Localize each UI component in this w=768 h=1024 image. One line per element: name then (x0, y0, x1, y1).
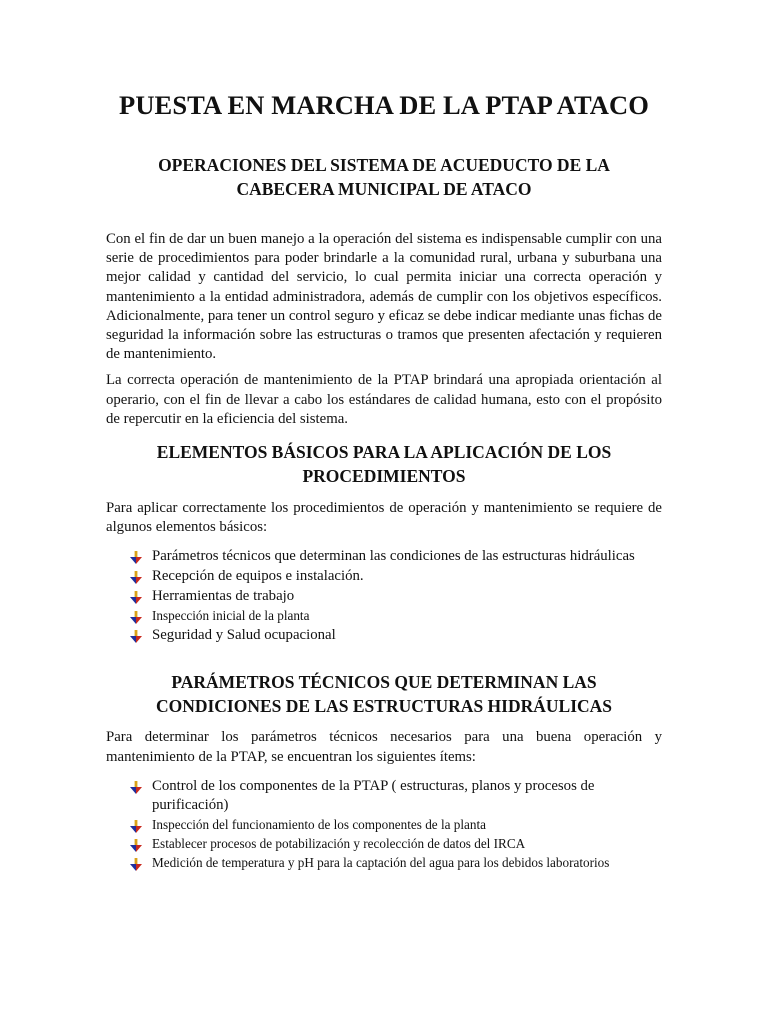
arrow-bullet-icon (130, 551, 142, 564)
list-item (130, 587, 662, 607)
list-item (130, 816, 662, 835)
paragraph-operaciones-2: La correcta operación de mantenimiento de la PTAP brindará una apropiada orientación al operario, con el fin de llevar a cabo los estándares de calidad humana, esto con el propósito de repercutir en la eficiencia del sistema. (106, 372, 662, 427)
section-heading-elementos (106, 440, 662, 488)
paragraph-operaciones-1: Con el fin de dar un buen manejo a la operación del sistema es indispensable cumplir con una serie de procedimientos para poder brindarle a la comunidad rural, urbana y suburbana una mejor calidad y cantidad del servicio, lo cual permita iniciar una correcta operación y mantenimiento a la entidad administradora, además de cumplir con los objetivos específicos. Adicionalmente, para tener un control seguro y eficaz se debe indicar mediante unas fichas de seguridad la información sobre las estructuras o tramos que presenten afectación y requieren de mantenimiento. (106, 231, 662, 363)
arrow-bullet-icon (130, 858, 142, 871)
section-heading-parametros (106, 670, 662, 718)
arrow-bullet-icon (130, 781, 142, 794)
list-item (130, 567, 662, 587)
heading-line: OPERACIONES DEL SISTEMA DE ACUEDUCTO DE LA (158, 155, 610, 175)
paragraph-parametros-intro: Para determinar los parámetros técnicos necesarios para una buena operación y mantenimiento de la PTAP, se encuentran los siguientes ítems: (106, 729, 662, 765)
list-item-text: Recepción de equipos e instalación. (152, 568, 364, 585)
arrow-bullet-icon (130, 630, 142, 643)
list-item-text: Herramientas de trabajo (152, 587, 295, 604)
parametros-list (106, 777, 662, 873)
arrow-bullet-icon (130, 820, 142, 833)
list-item (130, 835, 662, 854)
arrow-bullet-icon (130, 591, 142, 604)
list-item-text: Control de los componentes de la PTAP ( estructuras, planos y procesos de purificación) (152, 777, 595, 814)
list-item-text: Medición de temperatura y pH para la captación del agua para los debidos laboratorios (152, 854, 610, 870)
list-item-text: Parámetros técnicos que determinan las condiciones de las estructuras hidráulicas (152, 548, 635, 565)
elementos-list (106, 547, 662, 645)
list-item (130, 606, 662, 626)
section-heading-operaciones (106, 153, 662, 201)
list-item (130, 854, 662, 873)
arrow-bullet-icon (130, 610, 142, 623)
list-item-text: Establecer procesos de potabilización y recolección de datos del IRCA (152, 835, 526, 851)
list-item (130, 626, 662, 646)
list-item-text: Seguridad y Salud ocupacional (152, 626, 336, 643)
heading-line: PARÁMETROS TÉCNICOS QUE DETERMINAN LAS (171, 672, 597, 693)
heading-line: ELEMENTOS BÁSICOS PARA LA APLICACIÓN DE LOS (156, 442, 612, 463)
paragraph-elementos-intro: Para aplicar correctamente los procedimientos de operación y mantenimiento se requiere de algunos elementos básicos: (106, 500, 662, 536)
list-item-text: Inspección del funcionamiento de los componentes de la planta (152, 817, 486, 832)
list-item (130, 547, 662, 567)
heading-line: PROCEDIMIENTOS (302, 466, 466, 487)
list-item-text: Inspección inicial de la planta (152, 608, 310, 624)
arrow-bullet-icon (130, 571, 142, 584)
heading-line: CABECERA MUNICIPAL DE ATACO (236, 179, 532, 199)
arrow-bullet-icon (130, 839, 142, 852)
heading-line: CONDICIONES DE LAS ESTRUCTURAS HIDRÁULICAS (155, 696, 613, 717)
list-item (130, 777, 662, 816)
document-title: PUESTA EN MARCHA DE LA PTAP ATACO (119, 90, 649, 120)
